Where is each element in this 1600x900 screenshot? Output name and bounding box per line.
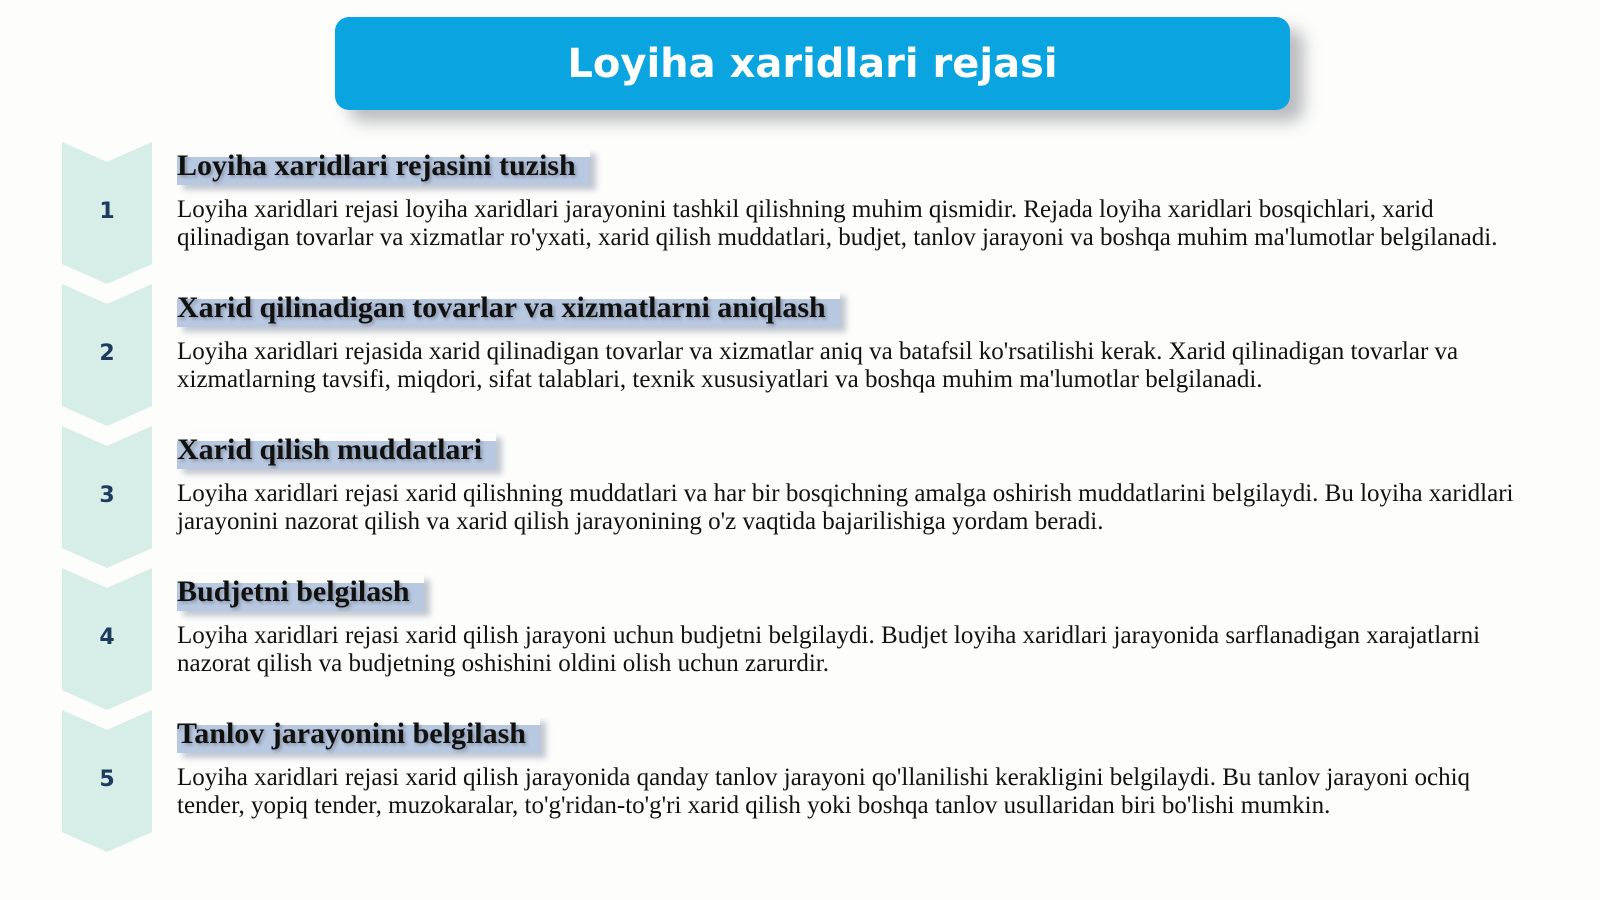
step-heading: Xarid qilish muddatlari [177,433,496,469]
step-description: Loyiha xaridlari rejasi xarid qilishning muddatlari va har bir bosqichning amalga oshirish muddatlarini belgilaydi. Bu loyiha xaridlari jarayonini nazorat qilish va xarid qilish jarayonining o'z vaqtida bajarilishiga yordam beradi. [177,480,1514,535]
step-number: 4 [99,625,115,650]
step-description: Loyiha xaridlari rejasi xarid qilish jarayonida qanday tanlov jarayoni qo'llanilishi kerakligini belgilaydi. Bu tanlov jarayoni ochiq tender, yopiq tender, muzokaralar, to'g'ridan-to'g'ri xarid qilish yoki boshqa tanlov usullaridan biri bo'lishi mumkin. [177,764,1471,819]
step-heading: Loyiha xaridlari rejasini tuzish [177,149,590,185]
step-description: Loyiha xaridlari rejasi loyiha xaridlari jarayonini tashkil qilishning muhim qismidir. Rejada loyiha xaridlari bosqichlari, xarid qilinadigan tovarlar va xizmatlar ro'yxati, xarid qilish muddatlari, budjet, tanlov jarayoni va boshqa muhim ma'lumotlar belgilanadi. [177,196,1498,251]
page-title: Loyiha xaridlari rejasi [567,40,1058,87]
step-number: 3 [99,483,115,508]
step-number: 5 [99,767,115,792]
step-heading: Tanlov jarayonini belgilash [177,717,540,753]
step-heading: Xarid qilinadigan tovarlar va xizmatlarni aniqlash [177,291,840,327]
step-heading: Budjetni belgilash [177,575,424,611]
step-number: 2 [99,341,115,366]
step-description: Loyiha xaridlari rejasi xarid qilish jarayoni uchun budjetni belgilaydi. Budjet loyiha xaridlari jarayonida sarflanadigan xarajatlarni nazorat qilish va budjetning oshishini oldini olish uchun zarurdir. [177,622,1481,677]
step-number: 1 [99,199,115,224]
step-description: Loyiha xaridlari rejasida xarid qilinadigan tovarlar va xizmatlar aniq va batafsil ko'rsatilishi kerak. Xarid qilinadigan tovarlar va xizmatlarning tavsifi, miqdori, sifat talablari, texnik xususiyatlari va boshqa muhim ma'lumotlar belgilanadi. [177,338,1459,393]
